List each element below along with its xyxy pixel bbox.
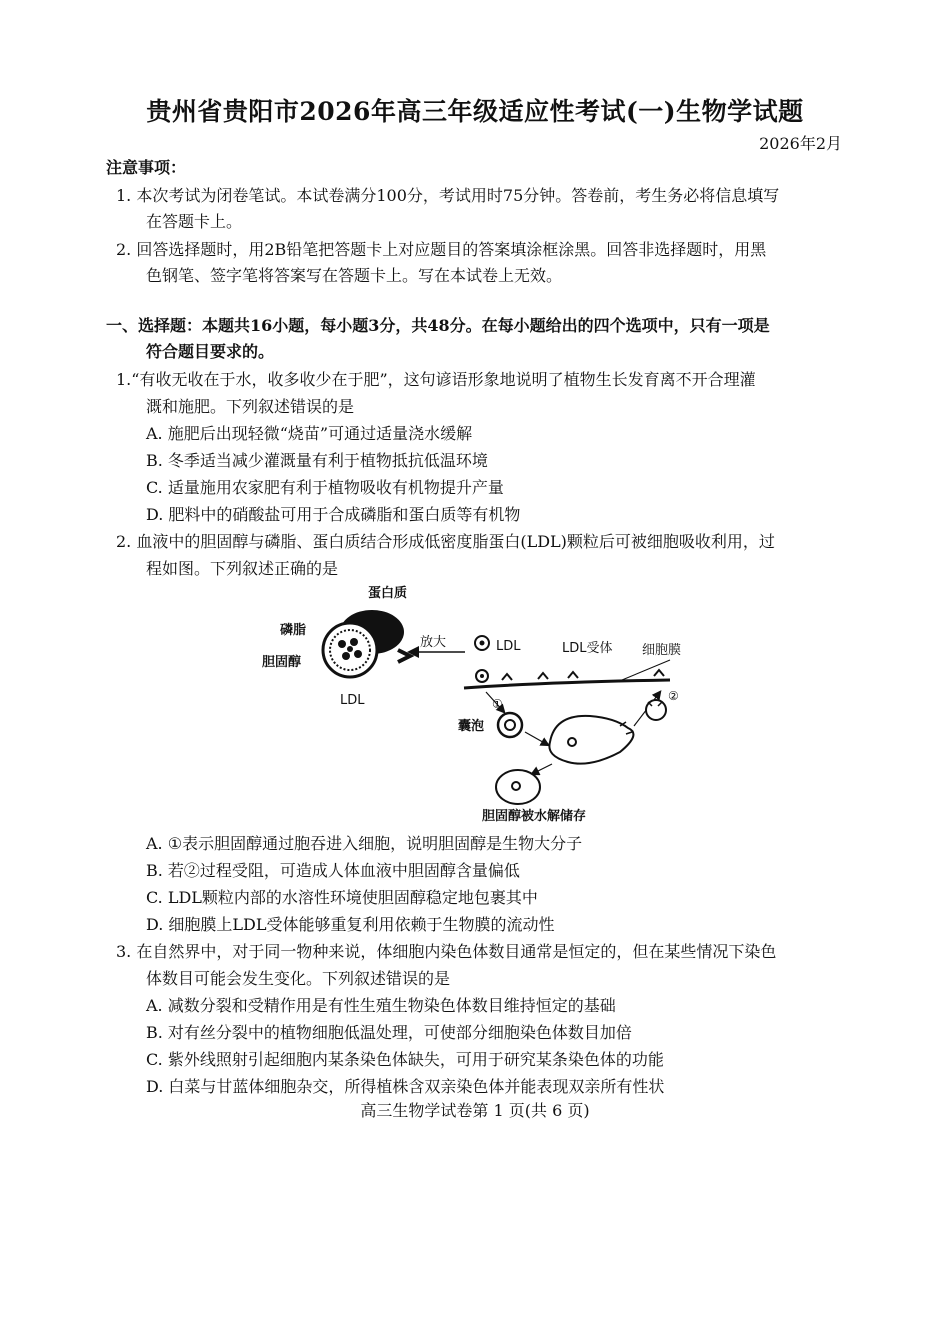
label-step-1: ① [492, 697, 503, 711]
label-ldl-icon: LDL [496, 639, 521, 654]
q3-option-c: C. 紫外线照射引起细胞内某条染色体缺失，可用于研究某条染色体的功能 [146, 1050, 664, 1069]
q3-option-a: A. 减数分裂和受精作用是有性生殖生物染色体数目维持恒定的基础 [146, 996, 616, 1015]
label-ldl-particle: LDL [340, 693, 365, 708]
notice-item-1-line-1: 1. 本次考试为闭卷笔试。本试卷满分100分，考试用时75分钟。答卷前，考生务必将信息填写 [116, 186, 780, 205]
label-enlarge: 放大 [420, 635, 447, 650]
notice-item-2-line-1: 2. 回答选择题时，用2B铅笔把答题卡上对应题目的答案填涂框涂黑。回答非选择题时，用黑 [116, 240, 767, 259]
q2-option-a: A. ①表示胆固醇通过胞吞进入细胞，说明胆固醇是生物大分子 [146, 834, 583, 853]
endosome [549, 716, 633, 764]
q1-option-d: D. 肥料中的硝酸盐可用于合成磷脂和蛋白质等有机物 [146, 505, 521, 524]
ldl-receptors [502, 670, 664, 680]
q3-stem-line-2: 体数目可能会发生变化。下列叙述错误的是 [146, 969, 451, 988]
q1-option-c: C. 适量施用农家肥有利于植物吸收有机物提升产量 [146, 478, 504, 497]
q2-stem-line-2: 程如图。下列叙述正确的是 [146, 559, 339, 578]
q1-option-a: A. 施肥后出现轻微“烧苗”可通过适量浇水缓解 [146, 424, 473, 443]
q3-stem-line-1: 3. 在自然界中，对于同一物种来说，体细胞内染色体数目通常是恒定的，但在某些情况下染色 [116, 942, 777, 961]
q2-option-b: B. 若②过程受阻，可造成人体血液中胆固醇含量偏低 [146, 861, 520, 880]
q2-option-c: C. LDL颗粒内部的水溶性环境使胆固醇稳定地包裹其中 [146, 888, 538, 907]
q1-option-b: B. 冬季适当减少灌溉量有利于植物抵抗低温环境 [146, 451, 488, 470]
q2-option-d: D. 细胞膜上LDL受体能够重复利用依赖于生物膜的流动性 [146, 915, 555, 934]
notice-heading: 注意事项： [106, 158, 187, 177]
exam-date: 2026年2月 [759, 134, 842, 153]
label-protein: 蛋白质 [368, 586, 408, 601]
q1-stem-line-2: 溉和施肥。下列叙述错误的是 [146, 397, 355, 416]
ldl-particle-enlarged [323, 610, 410, 677]
label-phospholipid: 磷脂 [280, 623, 307, 638]
notice-item-2-line-2: 色钢笔、签字笔将答案写在答题卡上。写在本试卷上无效。 [146, 266, 563, 285]
label-ldl-receptor: LDL受体 [562, 641, 613, 656]
label-cholesterol: 胆固醇 [262, 655, 302, 670]
label-step-2: ② [668, 689, 679, 703]
q1-stem-line-1: 1.“有收无收在于水，收多收少在于肥”，这句谚语形象地说明了植物生长发育离不开合理灌 [116, 370, 756, 389]
membrane-pointer [622, 660, 670, 680]
cell-membrane [464, 680, 670, 688]
page-footer: 高三生物学试卷第 1 页(共 6 页) [360, 1101, 590, 1120]
q3-option-b: B. 对有丝分裂中的植物细胞低温处理，可使部分细胞染色体数目加倍 [146, 1023, 632, 1042]
q2-stem-line-1: 2. 血液中的胆固醇与磷脂、蛋白质结合形成低密度脂蛋白(LDL)颗粒后可被细胞吸收利用，过 [116, 532, 775, 551]
ldl-uptake-diagram [250, 582, 720, 827]
section-1-heading-line-2: 符合题目要求的。 [146, 342, 275, 361]
exam-title: 贵州省贵阳市2026年高三年级适应性考试(一)生物学试题 [146, 97, 804, 126]
label-vesicle: 囊泡 [458, 719, 485, 734]
label-storage: 胆固醇被水解储存 [482, 809, 587, 824]
label-membrane: 细胞膜 [642, 643, 682, 658]
q3-option-d: D. 白菜与甘蓝体细胞杂交，所得植株含双亲染色体并能表现双亲所有性状 [146, 1077, 665, 1096]
notice-item-1-line-2: 在答题卡上。 [146, 212, 243, 231]
section-1-heading-line-1: 一、选择题：本题共16小题，每小题3分，共48分。在每小题给出的四个选项中，只有一项是 [106, 316, 770, 335]
